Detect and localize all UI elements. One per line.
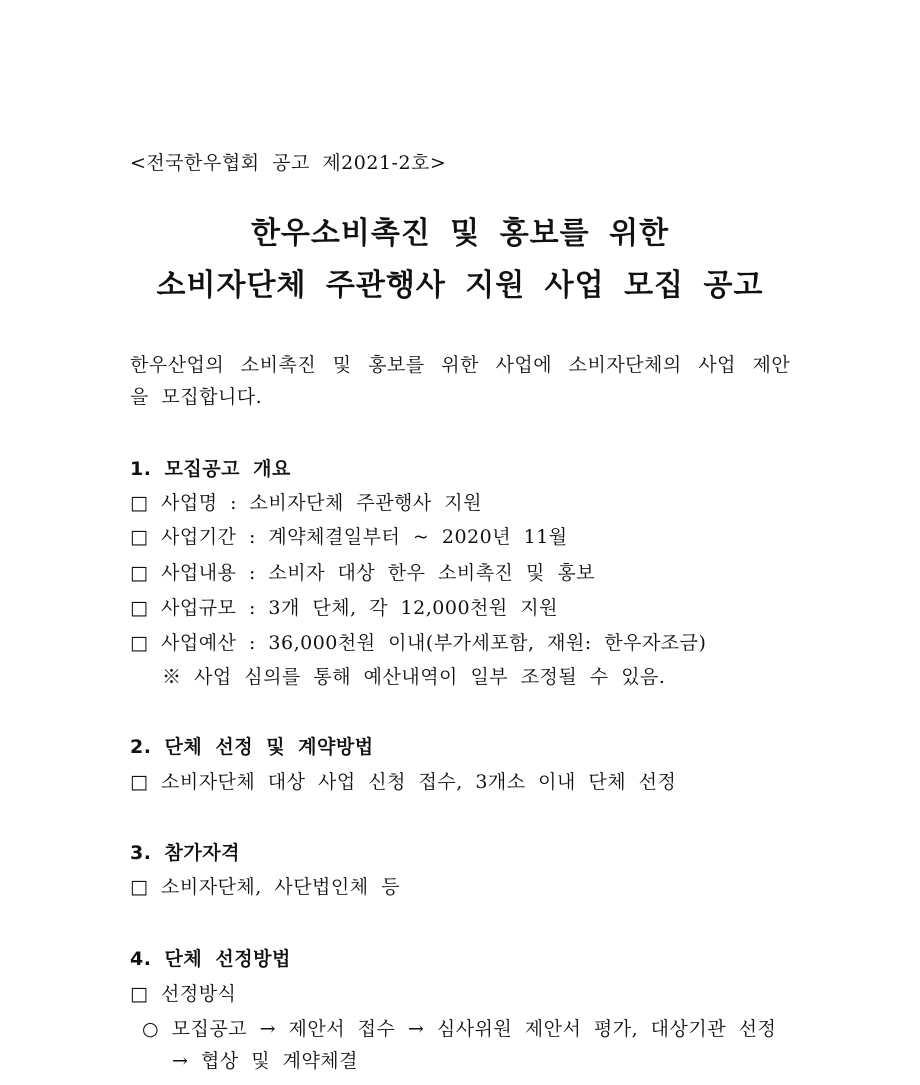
section-1-note: ※ 사업 심의를 통해 예산내역이 일부 조정될 수 있음. (162, 666, 666, 688)
section-1-item-project-name: □ 사업명 : 소비자단체 주관행사 지원 (130, 492, 483, 514)
intro-line-2: 을 모집합니다. (130, 386, 263, 408)
section-3-heading: 3. 참가자격 (130, 842, 240, 864)
notice-number: <전국한우협회 공고 제2021-2호> (130, 152, 447, 174)
section-4-process-line-1: ○ 모집공고 → 제안서 접수 → 심사위원 제안서 평가, 대상기관 선정 (142, 1018, 777, 1040)
section-4-process-line-2: → 협상 및 계약체결 (172, 1050, 359, 1072)
section-1-item-scale: □ 사업규모 : 3개 단체, 각 12,000천원 지원 (130, 597, 558, 619)
title-line-2: 소비자단체 주관행사 지원 사업 모집 공고 (156, 268, 764, 303)
section-4-heading: 4. 단체 선정방법 (130, 948, 291, 970)
title-line-1: 한우소비촉진 및 홍보를 위한 (250, 216, 670, 251)
section-1-item-content: □ 사업내용 : 소비자 대상 한우 소비촉진 및 홍보 (130, 562, 596, 584)
intro-line-1: 한우산업의 소비촉진 및 홍보를 위한 사업에 소비자단체의 사업 제안 (130, 354, 791, 376)
section-1-item-period: □ 사업기간 : 계약체결일부터 ~ 2020년 11월 (130, 526, 568, 548)
section-2-item: □ 소비자단체 대상 사업 신청 접수, 3개소 이내 단체 선정 (130, 771, 677, 793)
section-4-item-selection-method: □ 선정방식 (130, 983, 237, 1005)
section-1-item-budget: □ 사업예산 : 36,000천원 이내(부가세포함, 재원: 한우자조금) (130, 632, 707, 654)
section-1-heading: 1. 모집공고 개요 (130, 458, 291, 480)
section-2-heading: 2. 단체 선정 및 계약방법 (130, 736, 374, 758)
section-3-item: □ 소비자단체, 사단법인체 등 (130, 876, 401, 898)
